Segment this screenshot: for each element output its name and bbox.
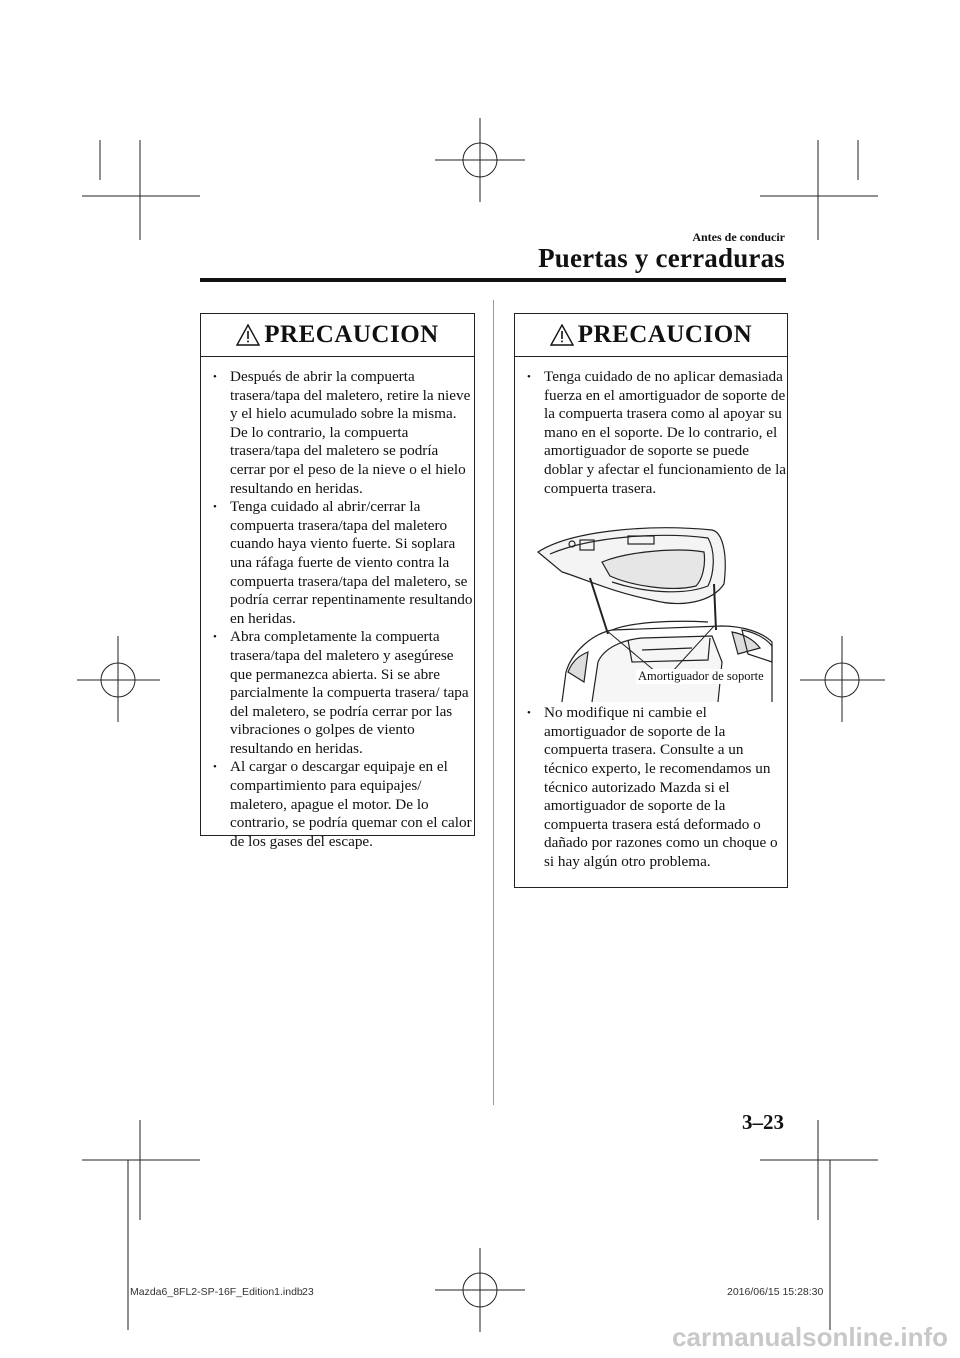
footer-filename: Mazda6_8FL2-SP-16F_Edition1.indb <box>130 1286 303 1298</box>
list-item: • Abra completamente la compuerta trasera/tapa del maletero y asegúrese que permanezca abierta. Si se abre parcialmente la compuerta trasera/ tapa del maletero, se podría cerrar por las vibraciones o golpes de viento resultando en heridas. <box>230 628 474 758</box>
header-rule <box>200 278 786 282</box>
list-item: • Tenga cuidado al abrir/cerrar la compuerta trasera/tapa del maletero cuando haya viento fuerte. Si soplara una ráfaga fuerte de viento contra la compuerta trasera/tapa del maletero, se podría cerrar repentinamente resultando en heridas. <box>230 498 474 628</box>
warning-triangle-icon <box>236 324 260 346</box>
footer-page: 23 <box>302 1286 314 1298</box>
section-label: Antes de conducir <box>692 230 785 244</box>
warning-triangle-icon <box>550 324 574 346</box>
caution-list <box>201 368 474 851</box>
liftgate-illustration <box>532 522 774 704</box>
caution-title: PRECAUCION <box>264 321 439 348</box>
caution-box-right <box>514 313 788 888</box>
caution-body <box>515 357 787 872</box>
caution-list <box>515 704 787 871</box>
caution-box-left <box>200 313 475 850</box>
column-divider <box>493 300 494 1105</box>
list-item: • Tenga cuidado de no aplicar demasiada fuerza en el amortiguador de soporte de la compuerta trasera como al apoyar su mano en el soporte. De lo contrario, el amortiguador de soporte se puede doblar y afectar el funcionamiento de la compuerta trasera. <box>544 368 787 498</box>
caution-box-header <box>515 314 787 357</box>
page-title: Puertas y cerraduras <box>538 243 785 273</box>
list-item: • Después de abrir la compuerta trasera/tapa del maletero, retire la nieve y el hielo acumulado sobre la misma. De lo contrario, la compuerta trasera/tapa del maletero se podría cerrar por el peso de la nieve o el hielo resultando en heridas. <box>230 368 474 498</box>
footer-datetime: 2016/06/15 15:28:30 <box>727 1286 824 1298</box>
figure-label: Amortiguador de soporte <box>638 669 764 684</box>
watermark: carmanualsonline.info <box>672 1322 948 1352</box>
caution-box-header <box>201 314 474 357</box>
caution-list <box>515 368 787 498</box>
list-item: • Al cargar o descargar equipaje en el compartimiento para equipajes/ maletero, apague el motor. De lo contrario, se podría quemar con el calor de los gases del escape. <box>230 758 474 851</box>
caution-body <box>201 357 474 851</box>
caution-title: PRECAUCION <box>577 321 753 348</box>
page-number: 3–23 <box>742 1110 784 1134</box>
list-item: • No modifique ni cambie el amortiguador de soporte de la compuerta trasera. Consulte a un técnico experto, le recomendamos un técnico autorizado Mazda si el amortiguador de soporte de la compuerta trasera está deformado o dañado por razones como un choque o si hay algún otro problema. <box>544 704 787 871</box>
